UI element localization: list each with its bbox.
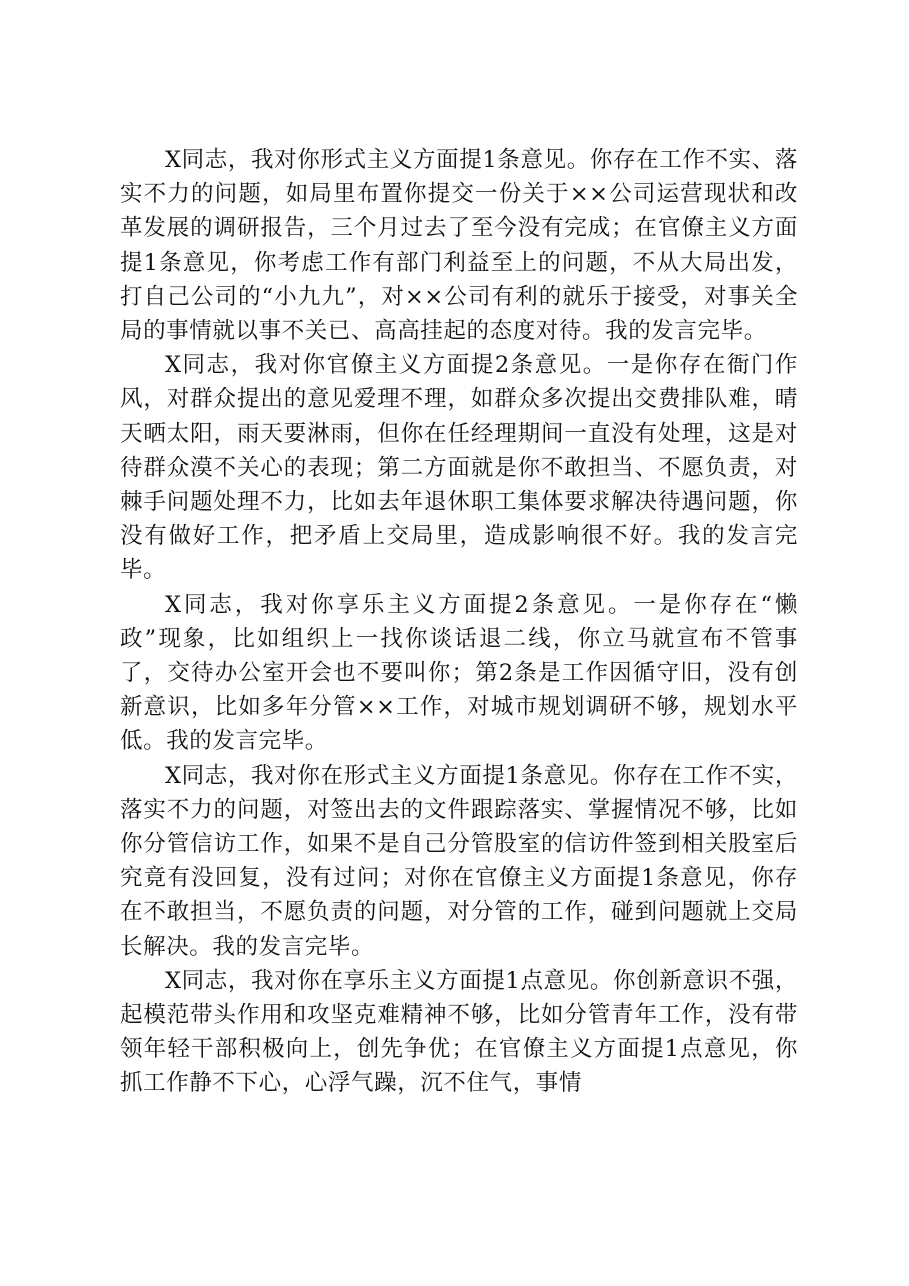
paragraph-3: X同志，我对你享乐主义方面提2条意见。一是你存在“懒政”现象，比如组织上一找你谈话退二线，你立马就宣布不管事了，交待办公室开会也不要叫你；第2条是工作因循守旧，没有创新意识，比如多年分管××工作，对城市规划调研不够，规划水平低。我的发言完毕。: [120, 591, 798, 755]
paragraph-5: X同志，我对你在享乐主义方面提1点意见。你创新意识不强，起模范带头作用和攻坚克难精神不够，比如分管青年工作，没有带领年轻干部积极向上，创先争优；在官僚主义方面提1点意见，你抓工作静不下心，心浮气躁，沉不住气，事情: [120, 967, 798, 1097]
document-body: [120, 143, 798, 1101]
paragraph-2: X同志，我对你官僚主义方面提2条意见。一是你存在衙门作风，对群众提出的意见爱理不理，如群众多次提出交费排队难，晴天晒太阳，雨天要淋雨，但你在任经理期间一直没有处理，这是对待群众漠不关心的表现；第二方面就是你不敢担当、不愿负责，对棘手问题处理不力，比如去年退休职工集体要求解决待遇问题，你没有做好工作，把矛盾上交局里，造成影响很不好。我的发言完毕。: [120, 352, 798, 584]
paragraph-1: X同志，我对你形式主义方面提1条意见。你存在工作不实、落实不力的问题，如局里布置你提交一份关于××公司运营现状和改革发展的调研报告，三个月过去了至今没有完成；在官僚主义方面提1条意见，你考虑工作有部门利益至上的问题，不从大局出发，打自己公司的“小九九”，对××公司有利的就乐于接受，对事关全局的事情就以事不关已、高高挂起的态度对待。我的发言完毕。: [120, 147, 798, 345]
paragraph-4: X同志，我对你在形式主义方面提1条意见。你存在工作不实，落实不力的问题，对签出去的文件跟踪落实、掌握情况不够，比如你分管信访工作，如果不是自己分管股室的信访件签到相关股室后究竟有没回复，没有过问；对你在官僚主义方面提1条意见，你存在不敢担当，不愿负责的问题，对分管的工作，碰到问题就上交局长解决。我的发言完毕。: [120, 762, 798, 960]
